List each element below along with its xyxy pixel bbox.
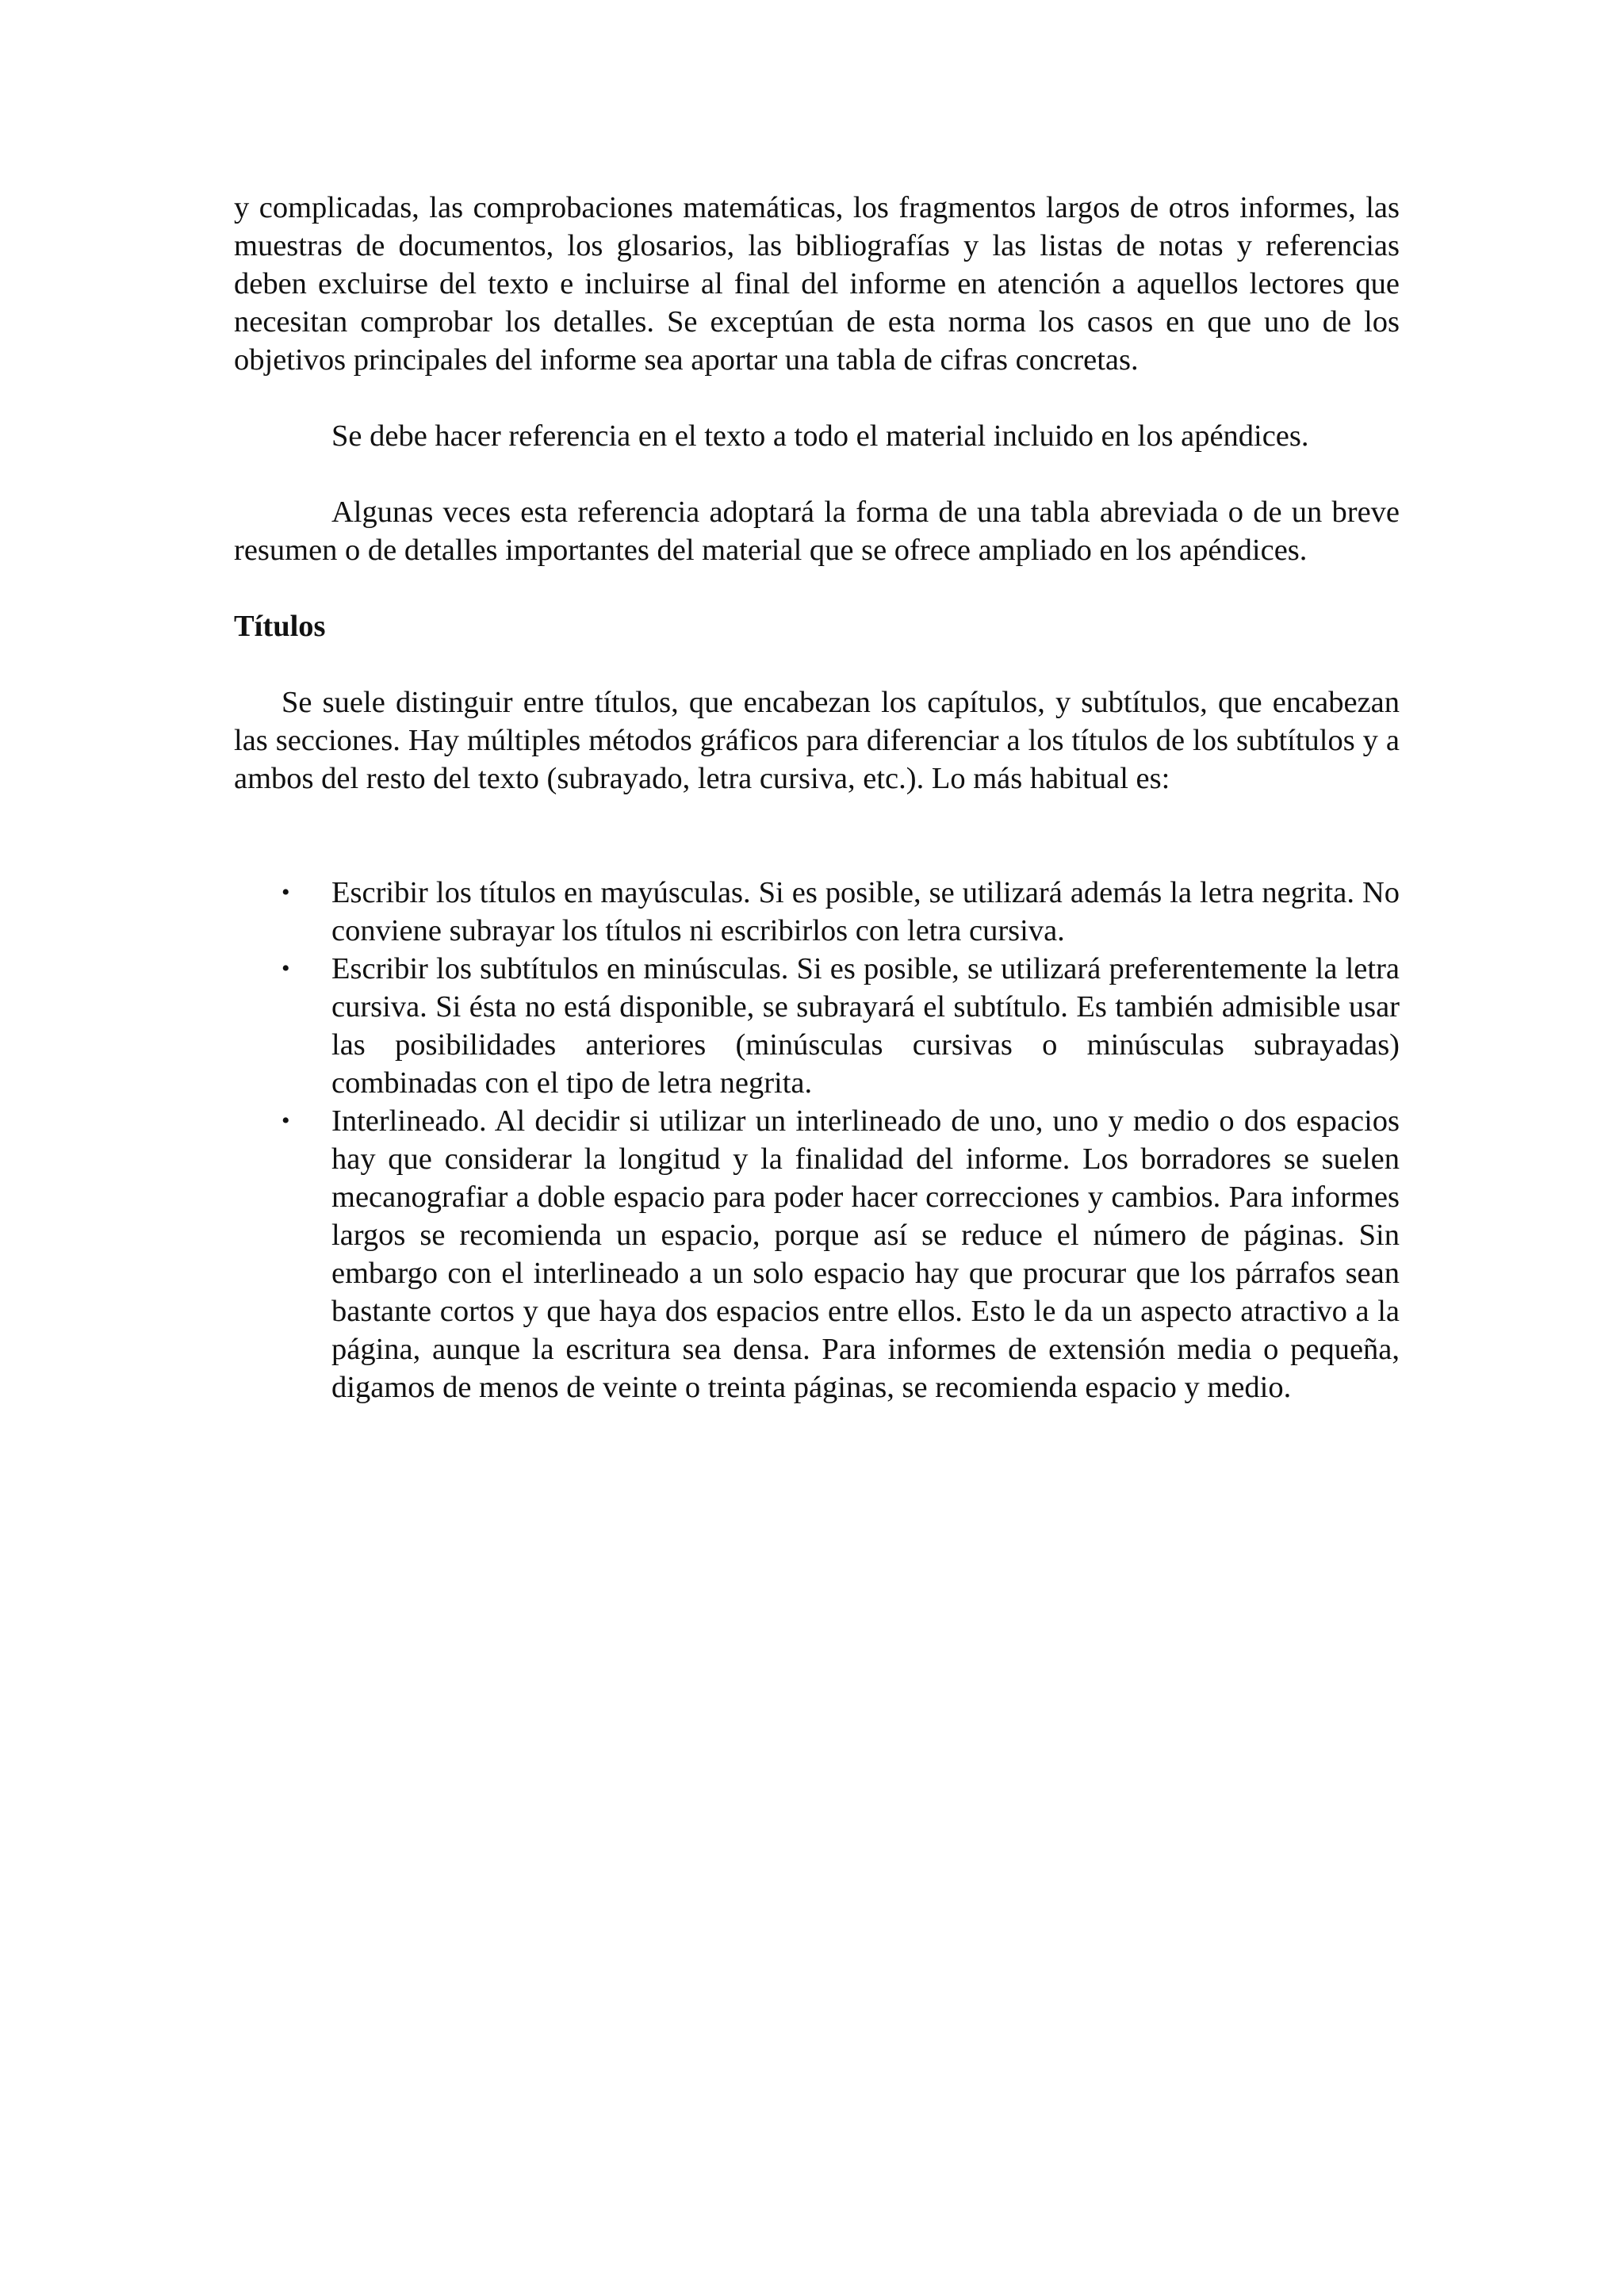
list-item [234,950,1400,1102]
bullet-icon: • [282,1108,290,1134]
section-intro-paragraph: Se suele distinguir entre títulos, que encabezan los capítulos, y subtítulos, que encabezan las secciones. Hay múltiples métodos gráficos para diferenciar a los títulos de los subtítulos y a ambos del resto del texto (subrayado, letra cursiva, etc.). Lo más habitual es: [234,686,1400,795]
paragraph-appendix-reference: Se debe hacer referencia en el texto a todo el material incluido en los apéndices. [331,419,1309,453]
bullet-icon: • [282,955,290,982]
bullet-list [234,874,1400,1406]
paragraph-reference-forms: Algunas veces esta referencia adoptará la forma de una tabla abreviada o de un breve resumen o de detalles importantes del material que se ofrece ampliado en los apéndices. [234,496,1400,567]
list-item [234,874,1400,950]
bullet-icon: • [282,879,290,905]
list-item [234,1102,1400,1406]
section-heading: Títulos [234,610,326,643]
list-item-text: Escribir los subtítulos en minúsculas. Si es posible, se utilizará preferentemente la letra cursiva. Si ésta no está disponible, se subrayará el subtítulo. Es también admisible usar las posibilidades anteriores (minúsculas cursivas o minúsculas subrayadas) combinadas con el tipo de letra negrita. [331,952,1400,1100]
paragraph-appendix-contents: y complicadas, las comprobaciones matemáticas, los fragmentos largos de otros informes, las muestras de documentos, los glosarios, las bibliografías y las listas de notas y referencias deben excluirse del texto e incluirse al final del informe en atención a aquellos lectores que necesitan comprobar los detalles. Se exceptúan de esta norma los casos en que uno de los objetivos principales del informe sea aportar una tabla de cifras concretas. [234,191,1400,377]
page-content [234,189,1400,1406]
list-item-text: Escribir los títulos en mayúsculas. Si es posible, se utilizará además la letra negrita. No conviene subrayar los títulos ni escribirlos con letra cursiva. [331,876,1400,947]
list-item-text: Interlineado. Al decidir si utilizar un interlineado de uno, uno y medio o dos espacios hay que considerar la longitud y la finalidad del informe. Los borradores se suelen mecanografiar a doble espacio para poder hacer correcciones y cambios. Para informes largos se recomienda un espacio, porque así se reduce el número de páginas. Sin embargo con el interlineado a un solo espacio hay que procurar que los párrafos sean bastante cortos y que haya dos espacios entre ellos. Esto le da un aspecto atractivo a la página, aunque la escritura sea densa. Para informes de extensión media o pequeña, digamos de menos de veinte o treinta páginas, se recomienda espacio y medio. [331,1104,1400,1404]
